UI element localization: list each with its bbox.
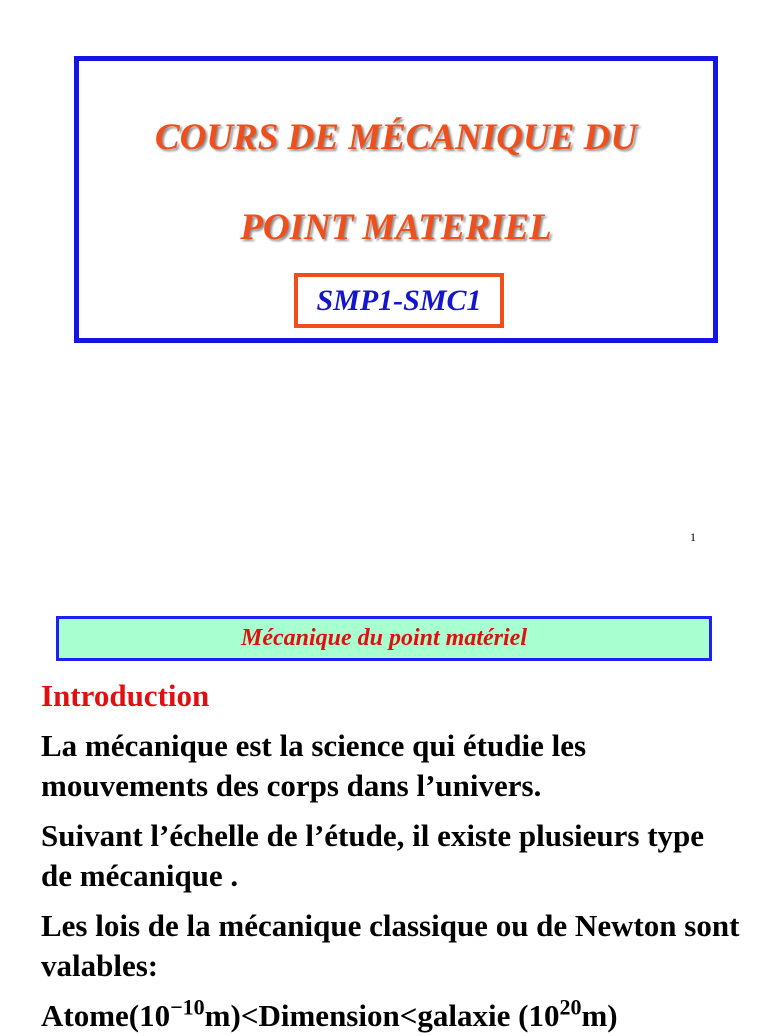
scale-range-text: m) — [581, 998, 618, 1033]
scale-range-text: m)<Dimension<galaxie (10 — [204, 998, 560, 1033]
paragraph: La mécanique est la science qui étudie les mouvements des corps dans l’univers. — [41, 728, 587, 803]
course-code-box — [294, 273, 504, 328]
section-banner — [56, 616, 712, 661]
exponent: 20 — [559, 994, 582, 1020]
paragraph: Suivant l’échelle de l’étude, il existe plusieurs type de mécanique . — [41, 818, 705, 893]
section-banner-text: Mécanique du point matériel — [240, 625, 527, 651]
page-number: 1 — [690, 530, 696, 544]
exponent: −10 — [170, 994, 205, 1020]
course-code: SMP1-SMC1 — [316, 283, 482, 317]
scale-range-line — [41, 996, 741, 1036]
scale-range-text: Atome(10 — [41, 998, 171, 1033]
intro-heading: Introduction — [41, 678, 210, 713]
paragraph: Les lois de la mécanique classique ou de Newton sont valables: — [41, 908, 740, 983]
course-title-line-1: COURS DE MÉCANIQUE DU — [154, 117, 638, 158]
course-title-line-2: POINT MATERIEL — [240, 207, 552, 248]
slide-content — [41, 676, 741, 1036]
